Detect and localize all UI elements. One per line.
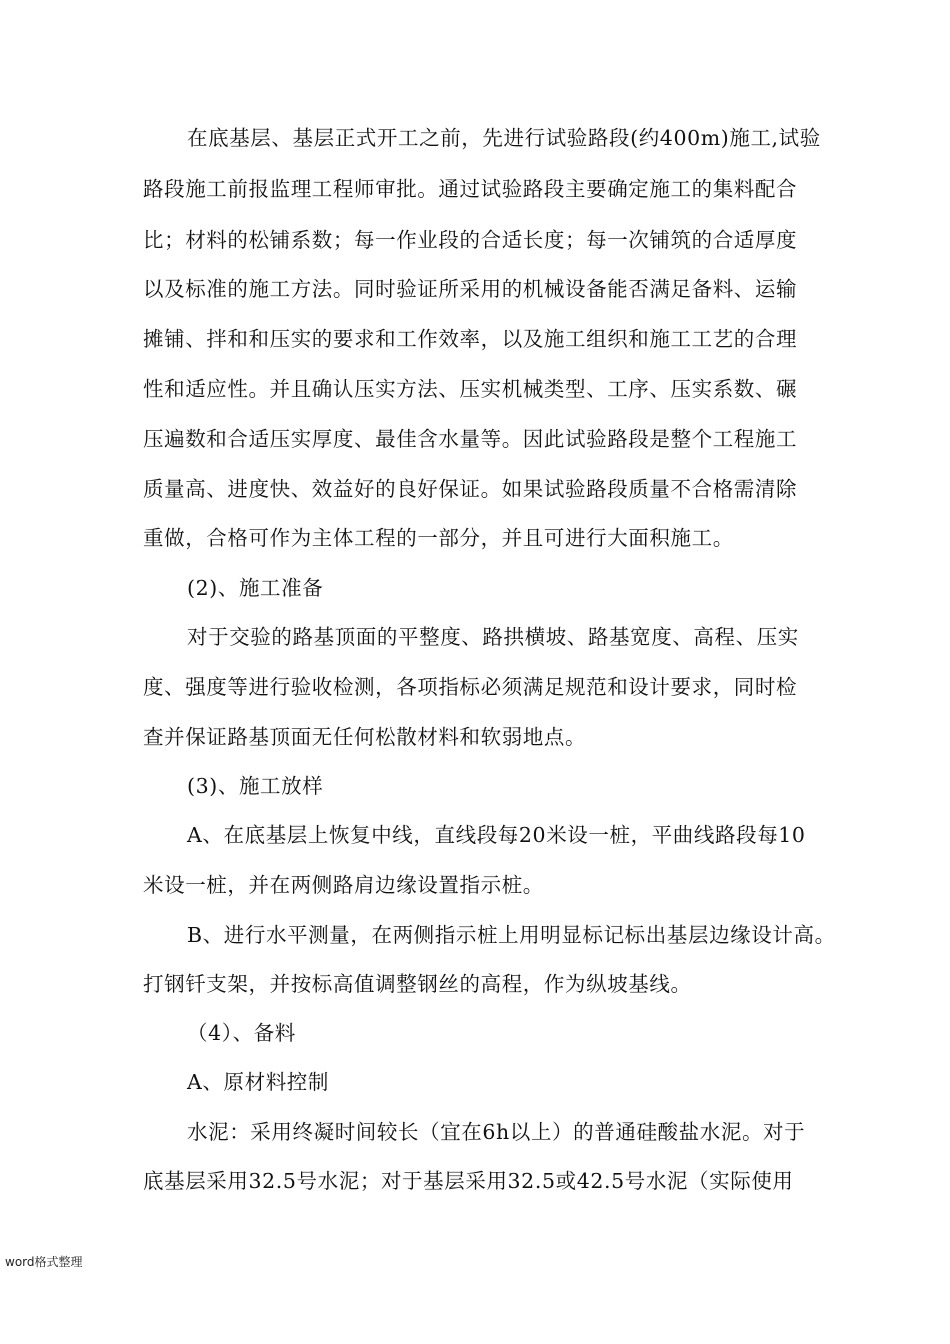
text-line-7: 压遍数和合适压实厚度、最佳含水量等。因此试验路段是整个工程施工 xyxy=(143,427,798,451)
text-line-5: 摊铺、拌和和压实的要求和工作效率，以及施工组织和施工工艺的合理 xyxy=(143,327,798,351)
text-line-4: 以及标准的施工方法。同时验证所采用的机械设备能否满足备料、运输 xyxy=(143,277,798,301)
text-line-11: 对于交验的路基顶面的平整度、路拱横坡、路基宽度、高程、压实 xyxy=(187,625,799,649)
text-line-13: 查并保证路基顶面无任何松散材料和软弱地点。 xyxy=(143,725,587,749)
text-line-12: 度、强度等进行验收检测，各项指标必须满足规范和设计要求，同时检 xyxy=(143,675,798,699)
text-line-3: 比；材料的松铺系数；每一作业段的合适长度；每一次铺筑的合适厚度 xyxy=(143,228,798,252)
section-heading-3: (3)、施工放样 xyxy=(187,774,324,798)
text-line-22: 底基层采用32.5号水泥；对于基层采用32.5或42.5号水泥（实际使用 xyxy=(143,1169,794,1193)
section-heading-4: （4）、备料 xyxy=(187,1021,296,1045)
footer-watermark-text: word格式整理 xyxy=(5,1255,83,1269)
text-line-9: 重做，合格可作为主体工程的一部分，并且可进行大面积施工。 xyxy=(143,526,734,550)
text-line-16: 米设一桩，并在两侧路肩边缘设置指示桩。 xyxy=(143,873,544,897)
text-line-18: 打钢钎支架，并按标高值调整钢丝的高程，作为纵坡基线。 xyxy=(143,972,692,996)
text-line-1: 在底基层、基层正式开工之前，先进行试验路段(约400m)施工,试验 xyxy=(187,126,821,150)
text-line-21: 水泥：采用终凝时间较长（宜在6h以上）的普通硅酸盐水泥。对于 xyxy=(187,1120,806,1144)
text-line-2: 路段施工前报监理工程师审批。通过试验路段主要确定施工的集料配合 xyxy=(143,177,798,201)
section-heading-2: (2)、施工准备 xyxy=(187,576,324,600)
text-line-17: B、进行水平测量，在两侧指示桩上用明显标记标出基层边缘设计高。 xyxy=(187,923,836,947)
text-line-8: 质量高、进度快、效益好的良好保证。如果试验路段质量不合格需清除 xyxy=(143,477,798,501)
text-line-15: A、在底基层上恢复中线，直线段每20米设一桩，平曲线路段每10 xyxy=(187,823,806,847)
subheading-raw-material: A、原材料控制 xyxy=(187,1070,330,1094)
text-line-6: 性和适应性。并且确认压实方法、压实机械类型、工序、压实系数、碾 xyxy=(143,377,798,401)
